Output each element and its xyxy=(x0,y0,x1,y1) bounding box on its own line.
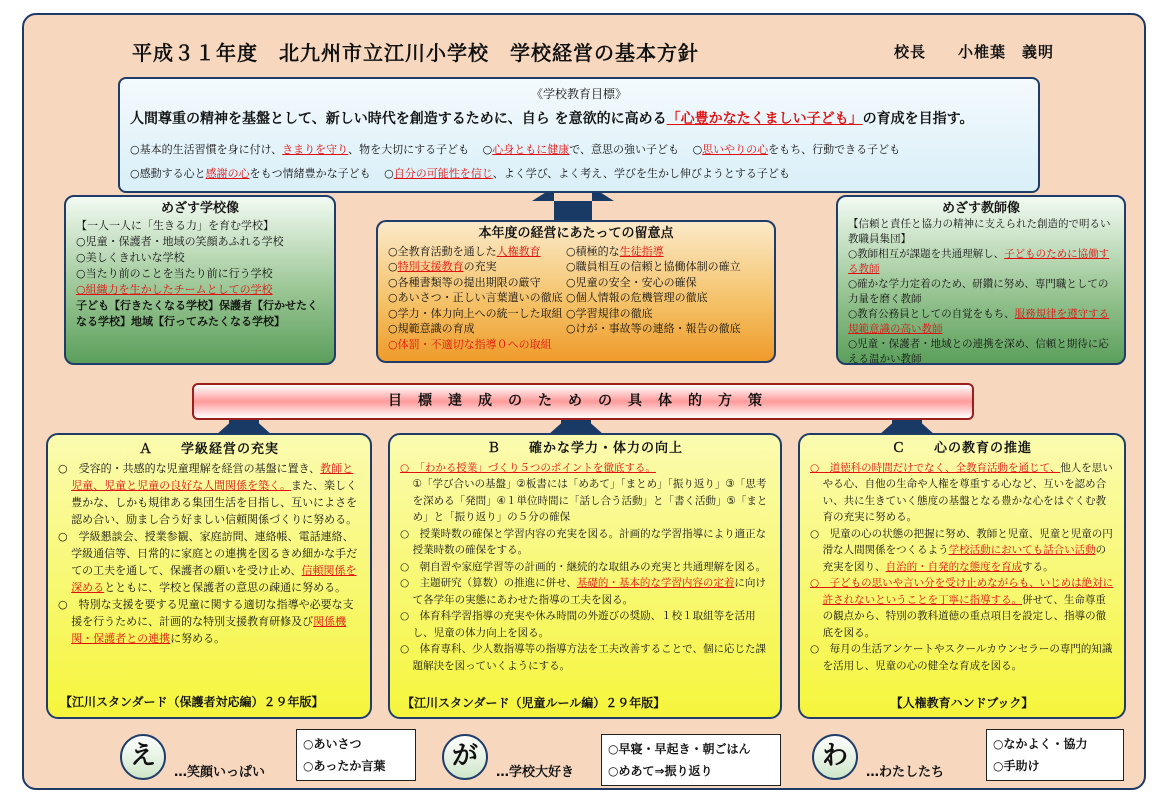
management-row: ○特別支援教育の充実 ○職員相互の信頼と協働体制の確立 xyxy=(388,260,741,273)
management-last: ○体罰・不適切な指導０への取組 xyxy=(388,337,552,351)
management-row: ○あいさつ・正しい言葉遣いの徹底 ○個人情報の危機管理の徹底 xyxy=(388,291,708,304)
column-a-item: ○ 特別な支援を要する児童に関する適切な指導や必要な支援を行うために、計画的な特別支援教育研修及び関係機関・保護者との連携に努める。 xyxy=(58,598,354,645)
column-a-item: ○ 学級懇談会、授業参観、家庭訪問、連絡帳、電話連絡、学級通信等、日常的に家庭との連携を図るきめ細かな手だての工夫を通して、保護者の願いを受け止め、信頼関係を深めるとともに、学校と保護者の意思の疎通に努める。 xyxy=(58,530,358,594)
column-b-item: ○ 主題研究（算数）の推進に併せ、基礎的・基本的な学習内容の定着に向けて各学年の実態にあわせた指導の工夫を図る。 xyxy=(400,577,766,606)
column-a-footer: 【江川スタンダード（保護者対応編）２９年版】 xyxy=(60,695,324,709)
teacher-image-item: ○教師相互が課題を共通理解し、子どものために協働する教師 xyxy=(848,248,1110,275)
goal-main-text xyxy=(130,108,1028,128)
goal-item: ○感動する心と感謝の心をもつ情緒豊かな子ども xyxy=(130,167,371,180)
slogan-box-item: ○手助け xyxy=(993,759,1040,773)
goal-main-post: の育成を目指す。 xyxy=(862,111,974,127)
column-b-footer: 【江川スタンダード（児童ルール編）２９年版】 xyxy=(402,695,666,710)
column-a-box xyxy=(46,433,372,719)
goal-item: ○思いやりの心をもち、行動できる子ども xyxy=(692,143,901,156)
goal-main-pre: 人間尊重の精神を基盤として、新しい時代を創造するために、自ら を意欲的に高める xyxy=(130,111,667,127)
column-c-item: ○ 道徳科の時間だけでなく、全教育活動を通じて、他人を思いやる心、自他の生命や人権を尊重する心など、互いを認め合い、共に生きていく態度の基盤となる豊かな心をはぐくむ教育の充実に努める。 xyxy=(810,461,1113,523)
slogan-text: …学校大好き xyxy=(496,765,575,780)
column-a-item: ○ 受容的・共感的な児童理解を経営の基盤に置き、教師と児童、児童と児童の良好な人間関係を築く。また、楽しく豊かな、しかも規律ある集団生活を目指し、互いによさを認め合い、励まし合う好ましい信頼関係づくりに努める。 xyxy=(58,462,358,526)
principal-name: 校長 小椎葉 義明 xyxy=(894,43,1055,61)
school-image-footer: 子ども【行きたくなる学校】保護者【行かせたくなる学校】地域【行ってみたくなる学校】 xyxy=(76,299,318,328)
slogan-box xyxy=(986,729,1124,781)
teacher-image-item: ○教育公務員としての自覚をもち、服務規律を遵守する規範意識の高い教師 xyxy=(848,308,1110,335)
management-row: ○全教育活動を通した人権教育 ○積極的な生徒指導 xyxy=(388,244,664,258)
poster-frame xyxy=(22,13,1146,790)
teacher-image-item: ○確かな学力定着のため、研鑽に努め、専門職としての力量を磨く教師 xyxy=(848,278,1109,305)
school-image-box xyxy=(64,195,336,365)
slogan-box-item: ○早寝・早起き・朝ごはん xyxy=(608,742,751,756)
column-b-item: ○ 授業時数の確保と学習内容の充実を図る。計画的な学習指導により適正な授業時数の確保をする。 xyxy=(400,527,767,556)
column-c-item: ○ 毎月の生活アンケートやスクールカウンセラーの専門的知識を活用し、児童の心の健全な育成を図る。 xyxy=(810,643,1113,672)
column-a-heading: Ａ 学級経営の充実 xyxy=(138,442,279,457)
arrow-shaft-right xyxy=(892,420,922,434)
column-b-item: ○ 「わかる授業」づくり５つのポイントを徹底する。 ①「学び合いの基盤」②板書には「めあて」「まとめ」「振り返り」③「思考を深める「発問」④１単位時間に「話し合う活動」と「書く活動」⑤「まとめ」と「振り返り」の５分の確保 xyxy=(400,461,768,523)
column-c-item: ○ 子どもの思いや言い分を受け止めながらも、いじめは絶対に許されないということを丁寧に指導する。併せて、生命尊重の観点から、特別の教科道徳の重点項目を設定し、指導の徹底を図る。 xyxy=(810,577,1114,639)
column-b-item: ○ 朝自習や家庭学習等の計画的・継続的な取組みの充実と共通理解を図る。 xyxy=(400,560,767,573)
slogan-box-item: ○めあて⇒振り返り xyxy=(608,764,713,778)
slogan-box xyxy=(296,729,416,781)
arrow-shaft-left xyxy=(229,420,259,434)
column-b-heading: Ｂ 確かな学力・体力の向上 xyxy=(486,441,683,456)
school-image-red-item: ○組織力を生かしたチームとしての学校 xyxy=(76,283,273,296)
goal-item: ○自分の可能性を信じ、よく学び、よく考え、学びを生かし伸びようとする子ども xyxy=(384,167,790,180)
strategy-banner: 目標達成のための具体的方策 xyxy=(192,383,974,420)
column-c-footer: 【人権教育ハンドブック】 xyxy=(890,695,1034,710)
slogan-circle-wa: わ xyxy=(812,734,858,780)
school-image-item: ○当たり前のことを当たり前に行う学校 xyxy=(76,267,273,280)
school-image-item: ○児童・保護者・地域の笑顔あふれる学校 xyxy=(76,235,284,248)
page-title: 平成３１年度 北九州市立江川小学校 学校経営の基本方針 xyxy=(132,41,699,65)
column-c-box xyxy=(798,433,1126,719)
slogan-box xyxy=(601,734,781,786)
arrow-shaft-mid xyxy=(561,420,591,434)
column-c-item: ○ 児童の心の状態の把握に努め、教師と児童、児童と児童の円滑な人間関係をつくるよう学校活動においても話合い活動の充実を図り、自治的・自発的な態度を育成する。 xyxy=(810,527,1113,573)
slogan-text: …わたしたち xyxy=(866,765,945,780)
slogan-circle-ga: が xyxy=(442,734,488,780)
goal-item: ○基本的生活習慣を身に付け、きまりを守り、物を大切にする子ども xyxy=(130,143,470,156)
slogan-box-item: ○なかよく・協力 xyxy=(993,737,1088,751)
management-row: ○学力・体力向上への統一した取組 ○学習規律の徹底 xyxy=(388,306,653,320)
goal-main-red: 「心豊かなたくましい子ども」 xyxy=(666,111,863,127)
goal-list xyxy=(130,138,1028,186)
arrow-shaft-center xyxy=(554,201,592,221)
management-row: ○各種書類等の提出期限の厳守 ○児童の安全・安心の確保 xyxy=(388,275,697,289)
teacher-image-box xyxy=(836,195,1126,365)
school-image-sub: 【一人一人に「生きる力」を育む学校】 xyxy=(76,219,274,232)
column-b-item: ○ 体育専科、少人数指導等の指導方法を工夫改善することで、個に応じた課題解決を図っていくようにする。 xyxy=(400,643,766,672)
slogan-circle-e: え xyxy=(120,734,166,780)
school-goal-box xyxy=(118,77,1040,193)
teacher-image-heading: めざす教師像 xyxy=(941,201,1020,216)
goal-item: ○心身ともに健康で、意思の強い子ども xyxy=(482,143,680,156)
column-b-box xyxy=(388,433,782,719)
slogan-box-item: ○あったか言葉 xyxy=(303,759,386,773)
management-points-box xyxy=(376,220,776,363)
school-image-heading: めざす学校像 xyxy=(160,201,239,216)
teacher-image-sub: 【信頼と責任と協力の精神に支えられた創造的で明るい教職員集団】 xyxy=(848,218,1111,245)
management-row: ○規範意識の育成 ○けが・事故等の連絡・報告の徹底 xyxy=(388,322,741,335)
slogan-box-item: ○あいさつ xyxy=(303,737,362,751)
slogan-text: …笑顔いっぱい xyxy=(174,765,266,780)
column-b-item: ○ 体育科学習指導の充実や休み時間の外遊びの奨励、１校１取組等を活用し、児童の体力向上を図る。 xyxy=(400,610,756,639)
management-heading: 本年度の経営にあたっての留意点 xyxy=(478,226,674,241)
goal-heading: 《学校教育目標》 xyxy=(530,87,627,101)
column-c-heading: Ｃ 心の教育の推進 xyxy=(891,441,1032,456)
teacher-image-item: ○児童・保護者・地域との連携を深め、信頼と期待に応える温かい教師 xyxy=(848,338,1109,365)
school-image-item: ○美しくきれいな学校 xyxy=(76,251,185,264)
